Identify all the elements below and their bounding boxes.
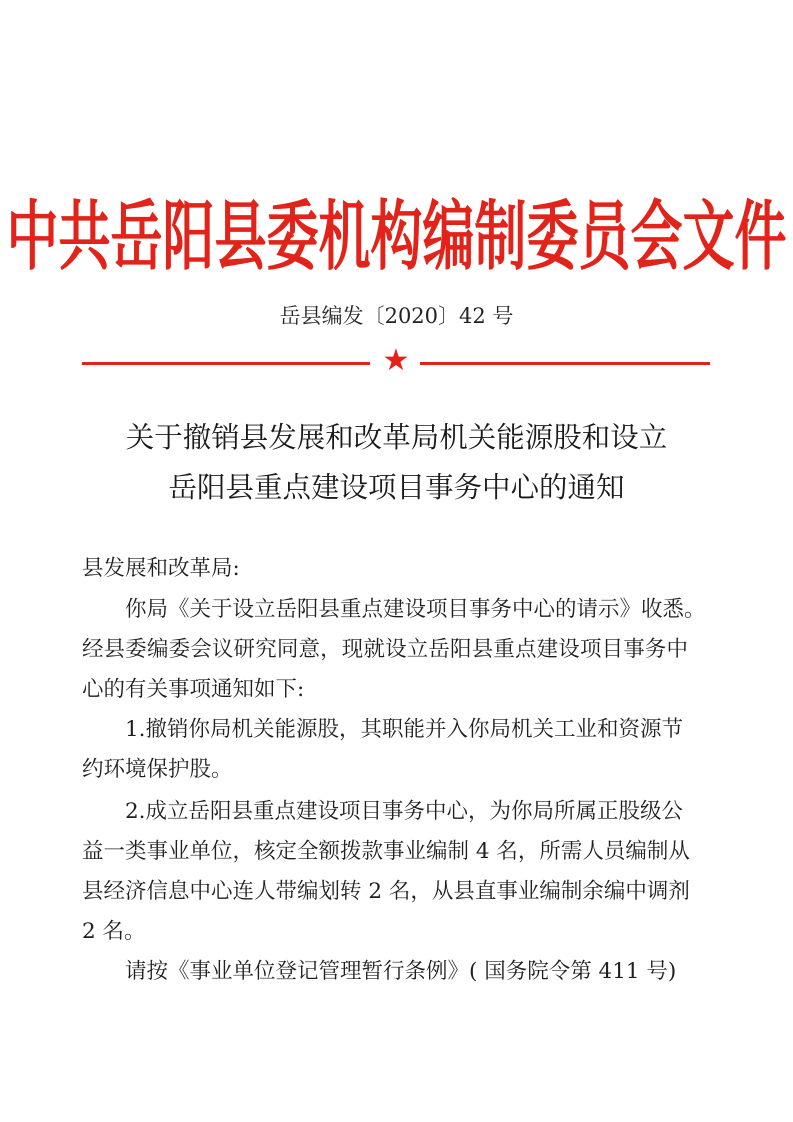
body-line: 1.撤销你局机关能源股，其职能并入你局机关工业和资源节 (125, 717, 684, 742)
body-line: 请按《事业单位登记管理暂行条例》( 国务院令第 411 号) (125, 959, 677, 984)
body-line: 你局《关于设立岳阳县重点建设项目事务中心的请示》收悉。 (125, 597, 706, 622)
body-line: 县经济信息中心连人带编划转 2 名，从县直事业编制余编中调剂 (82, 879, 690, 904)
body-line: 经县委编委会议研究同意，现就设立岳阳县重点建设项目事务中 (82, 637, 689, 662)
notice-title-line-1: 关于撤销县发展和改革局机关能源股和设立 (125, 421, 668, 454)
body-line: 益一类事业单位，核定全额拨款事业编制 4 名，所需人员编制从 (82, 839, 690, 864)
body-line: 2.成立岳阳县重点建设项目事务中心，为你局所属正股级公 (125, 799, 684, 824)
document-number: 岳县编发〔2020〕42 号 (279, 304, 514, 328)
body-line: 约环境保护股。 (82, 757, 233, 782)
body-line: 心的有关事项通知如下: (82, 677, 305, 702)
addressee: 县发展和改革局: (82, 556, 240, 581)
red-rule-right (420, 362, 710, 365)
notice-title-line-2: 岳阳县重点建设项目事务中心的通知 (168, 471, 625, 504)
body-line: 2 名。 (82, 919, 146, 944)
star-icon: ★ (382, 343, 410, 378)
red-rule-left (82, 362, 370, 365)
masthead-title: 中共岳阳县委机构编制委员会文件 (6, 194, 787, 282)
